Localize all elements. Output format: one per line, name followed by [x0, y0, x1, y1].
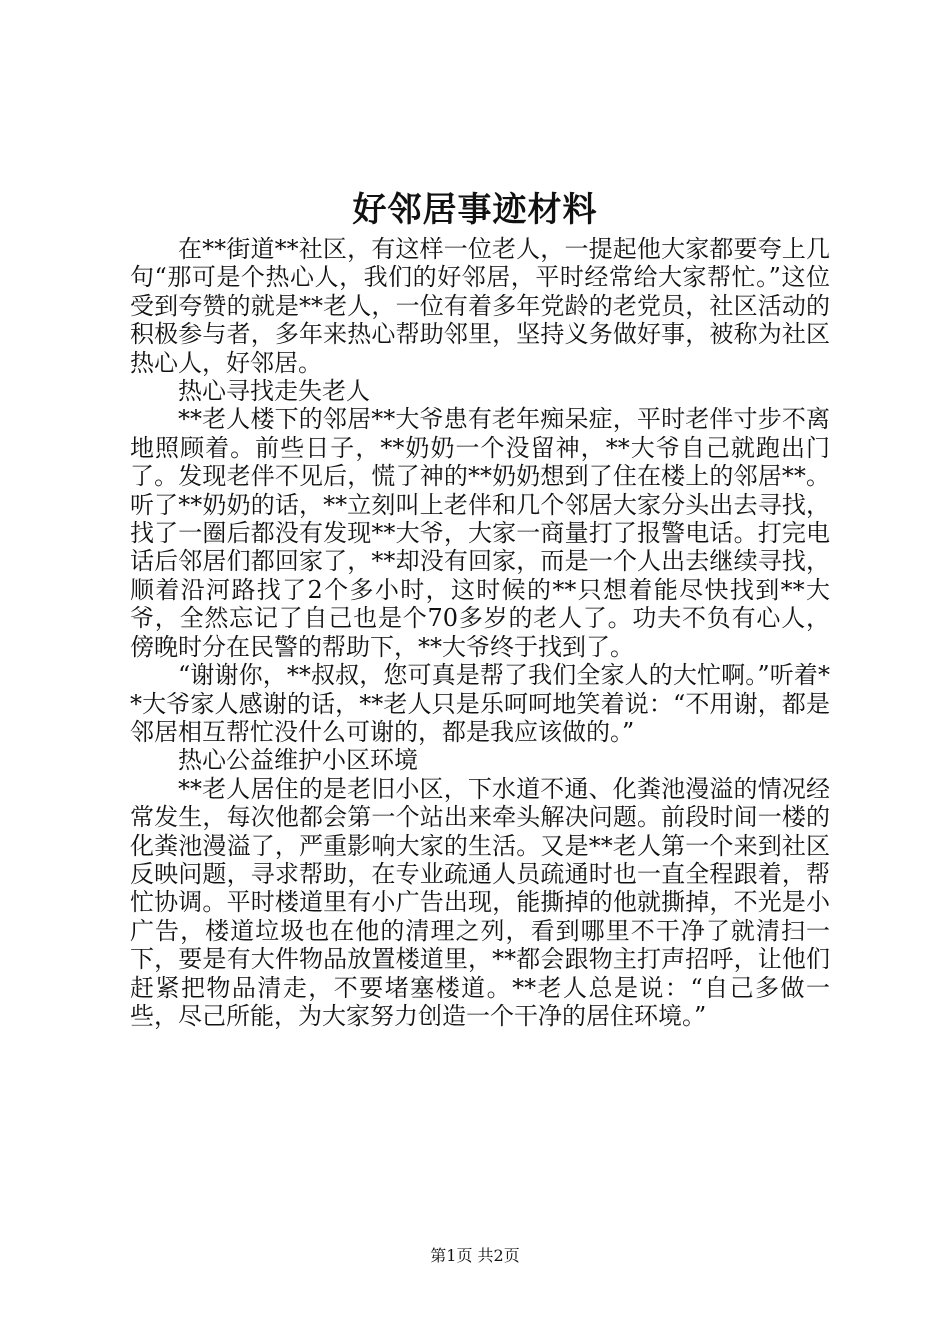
paragraph-intro: 在**街道**社区，有这样一位老人，一提起他大家都要夸上几句“那可是个热心人，我们的好邻居，平时经常给大家帮忙。”这位受到夸赞的就是**老人，一位有着多年党龄的老党员，社区活动的积极参与者，多年来热心帮助邻里，坚持义务做好事，被称为社区热心人，好邻居。 — [130, 235, 830, 377]
page-title: 好邻居事迹材料 — [352, 190, 598, 230]
section-heading-2: 热心公益维护小区环境 — [178, 746, 418, 775]
paragraph-search: **老人楼下的邻居**大爷患有老年痴呆症，平时老伴寸步不离地照顾着。前些日子，**奶奶一个没留神，**大爷自己就跑出门了。发现老伴不见后，慌了神的**奶奶想到了住在楼上的邻居**。听了**奶奶的话，**立刻叫上老伴和几个邻居大家分头出去寻找，找了一圈后都没有发现**大爷，大家一商量打了报警电话。打完电话后邻居们都回家了，**却没有回家，而是一个人出去继续寻找，顺着沿河路找了2个多小时，这时候的**只想着能尽快找到**大爷，全然忘记了自己也是个70多岁的老人了。功夫不负有心人，傍晚时分在民警的帮助下，**大爷终于找到了。 — [130, 405, 830, 661]
section-heading-1: 热心寻找走失老人 — [178, 377, 370, 406]
paragraph-thanks: “谢谢你，**叔叔，您可真是帮了我们全家人的大忙啊。”听着**大爷家人感谢的话，**老人只是乐呵呵地笑着说：“不用谢，都是邻居相互帮忙没什么可谢的，都是我应该做的。” — [130, 661, 830, 746]
document-body — [130, 235, 830, 1030]
paragraph-environment: **老人居住的是老旧小区，下水道不通、化粪池漫溢的情况经常发生，每次他都会第一个站出来牵头解决问题。前段时间一楼的化粪池漫溢了，严重影响大家的生活。又是**老人第一个来到社区反映问题，寻求帮助，在专业疏通人员疏通时也一直全程跟着，帮忙协调。平时楼道里有小广告出现，能撕掉的他就撕掉，不光是小广告，楼道垃圾也在他的清理之列，看到哪里不干净了就清扫一下，要是有大件物品放置楼道里，**都会跟物主打声招呼，让他们赶紧把物品清走，不要堵塞楼道。**老人总是说：“自己多做一些，尽己所能，为大家努力创造一个干净的居住环境。” — [130, 774, 830, 1030]
page-footer: 第1页 共2页 — [430, 1246, 520, 1265]
